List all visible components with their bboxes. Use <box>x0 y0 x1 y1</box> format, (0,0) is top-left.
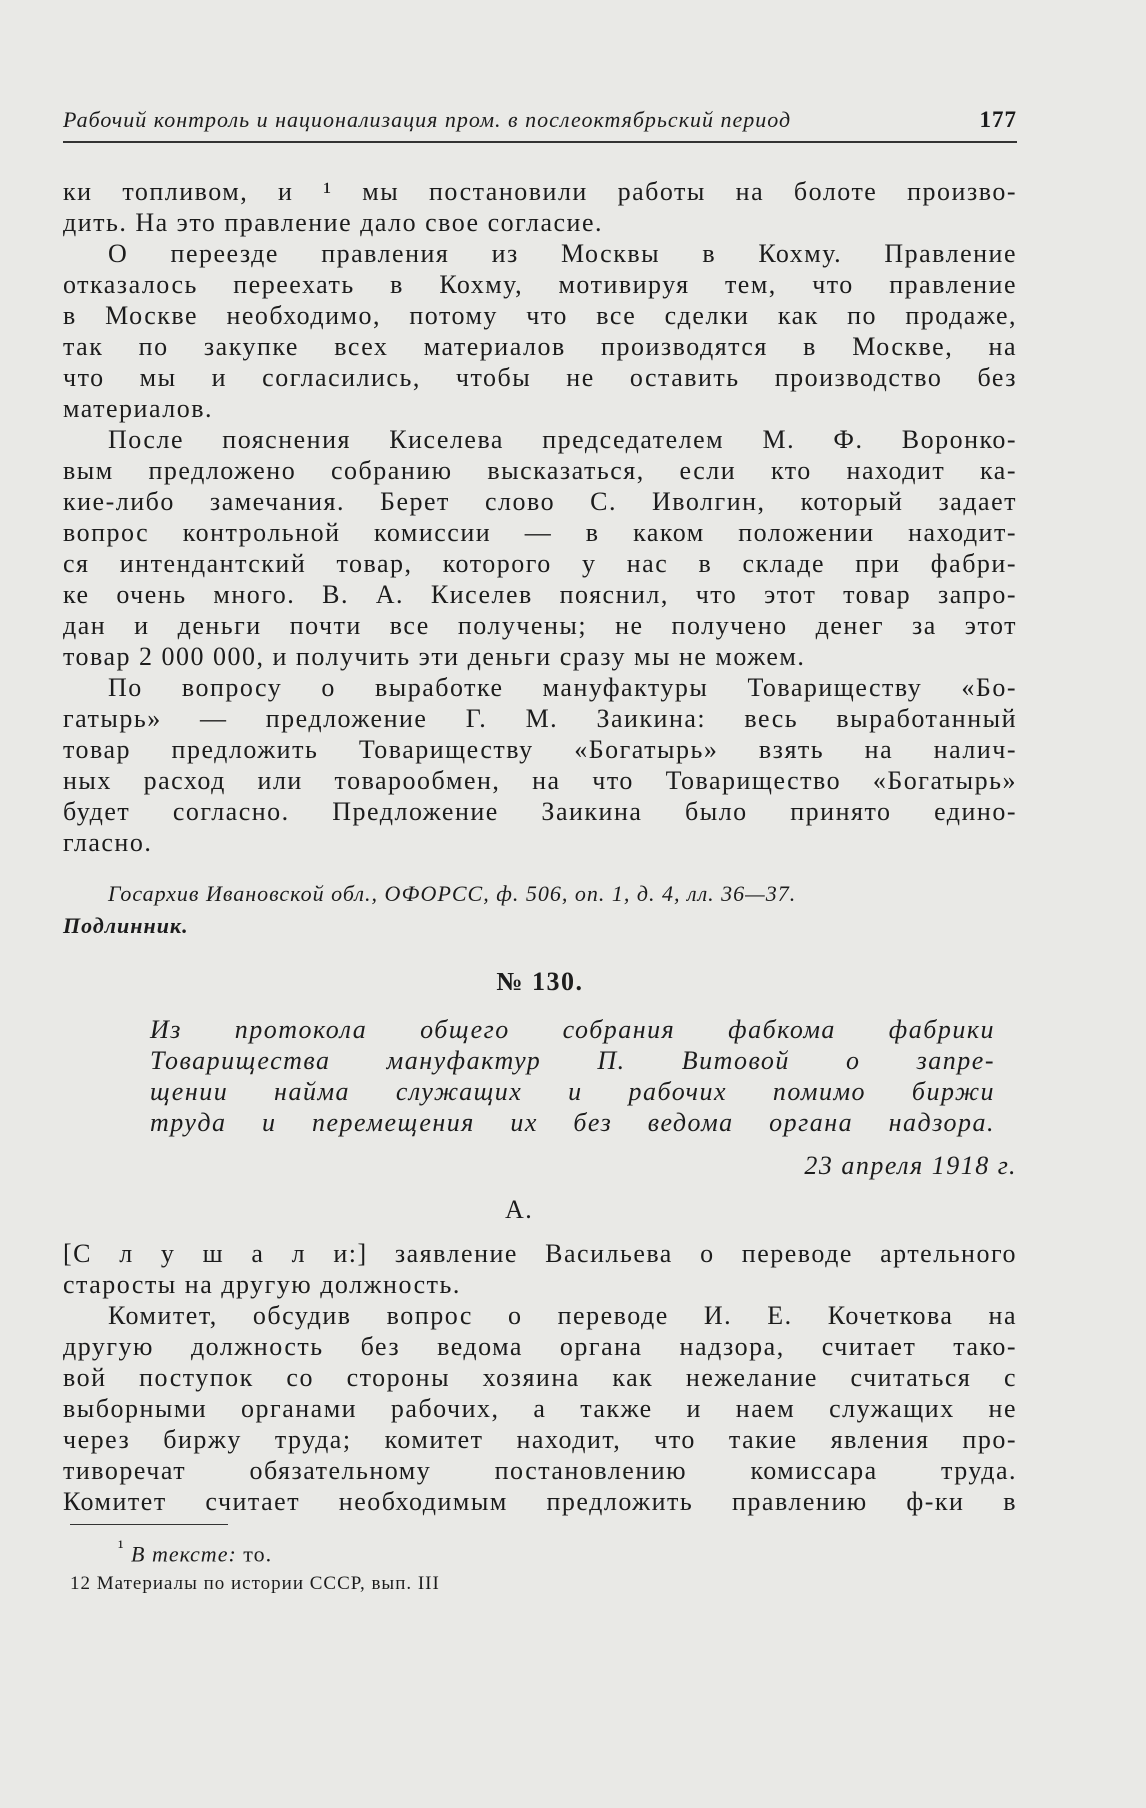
text-line: По вопросу о выработке мануфактуры Товариществу «Бо- <box>108 673 1017 702</box>
running-header-title: Рабочий контроль и национализация пром. в послеоктябрьский период <box>63 107 792 132</box>
document-date: 23 апреля 1918 г. <box>804 1151 1017 1180</box>
text-line: О переезде правления из Москвы в Кохму. Правление <box>108 239 1017 268</box>
document-heading-line: щении найма служащих и рабочих помимо биржи <box>150 1077 995 1106</box>
text-line: в Москве необходимо, потому что все сделки как по продаже, <box>63 301 1017 330</box>
footnote-mark: ¹ <box>118 1537 125 1557</box>
text-line: дан и деньги почти все получены; не получено денег за этот <box>63 611 1017 640</box>
text-line: вопрос контрольной комиссии — в каком положении находит- <box>63 518 1017 547</box>
source-note: Подлинник. <box>63 913 189 938</box>
text-line: кие-либо замечания. Берет слово С. Иволгин, который задает <box>63 487 1017 516</box>
text-line: вым предложено собранию высказаться, если кто находит ка- <box>63 456 1017 485</box>
printer-signature: 12 Материалы по истории СССР, вып. III <box>70 1573 440 1594</box>
text-line: дить. На это правление дало свое согласие. <box>63 208 603 237</box>
text-line: гласно. <box>63 828 153 857</box>
section-letter: А. <box>505 1195 534 1224</box>
document-heading-line: Товарищества мануфактур П. Витовой о запре- <box>150 1046 995 1075</box>
page-number: 177 <box>979 107 1017 132</box>
text-line: так по закупке всех материалов производятся в Москве, на <box>63 332 1017 361</box>
text-line: гатырь» — предложение Г. М. Заикина: весь выработанный <box>63 704 1017 733</box>
text-line: ке очень много. В. А. Киселев пояснил, что этот товар запро- <box>63 580 1017 609</box>
text-line: материалов. <box>63 394 213 423</box>
footnote-rule <box>70 1524 228 1525</box>
text-line: [С л у ш а л и:] заявление Васильева о переводе артельного <box>63 1239 1017 1268</box>
document-number: № 130. <box>496 967 584 996</box>
text-line: вой поступок со стороны хозяина как нежелание считаться с <box>63 1363 1017 1392</box>
text-line: через биржу труда; комитет находит, что такие явления про- <box>63 1425 1017 1454</box>
running-header <box>63 106 1017 134</box>
text-line: товар 2 000 000, и получить эти деньги сразу мы не можем. <box>63 642 806 671</box>
text-line: ных расход или товарообмен, на что Товарищество «Богатырь» <box>63 766 1017 795</box>
text-line: Комитет считает необходимым предложить правлению ф-ки в <box>63 1487 1017 1516</box>
footnote-label: В тексте: <box>131 1541 237 1567</box>
text-line: товар предложить Товариществу «Богатырь» взять на налич- <box>63 735 1017 764</box>
text-line: старосты на другую должность. <box>63 1270 461 1299</box>
text-line: будет согласно. Предложение Заикина было принято едино- <box>63 797 1017 826</box>
text-line: тиворечат обязательному постановлению комиссара труда. <box>63 1456 1017 1485</box>
source-archive: Госархив Ивановской обл., ОФОРСС, ф. 506, оп. 1, д. 4, лл. 36—37. <box>108 881 797 906</box>
text-line: Комитет, обсудив вопрос о переводе И. Е. Кочеткова на <box>108 1301 1017 1330</box>
footnote <box>118 1534 273 1567</box>
footnote-text: то. <box>243 1541 273 1567</box>
text-line: что мы и согласились, чтобы не оставить производство без <box>63 363 1017 392</box>
document-heading-line: Из протокола общего собрания фабкома фабрики <box>150 1015 995 1044</box>
text-line: После пояснения Киселева председателем М. Ф. Воронко- <box>108 425 1017 454</box>
header-rule <box>63 141 1017 143</box>
text-line: ки топливом, и ¹ мы постановили работы на болоте произво- <box>63 177 1017 206</box>
text-line: ся интендантский товар, которого у нас в складе при фабри- <box>63 549 1017 578</box>
text-line: другую должность без ведома органа надзора, считает тако- <box>63 1332 1017 1361</box>
text-line: выборными органами рабочих, а также и наем служащих не <box>63 1394 1017 1423</box>
document-heading-line: труда и перемещения их без ведома органа надзора. <box>150 1108 995 1137</box>
text-line: отказалось переехать в Кохму, мотивируя тем, что правление <box>63 270 1017 299</box>
